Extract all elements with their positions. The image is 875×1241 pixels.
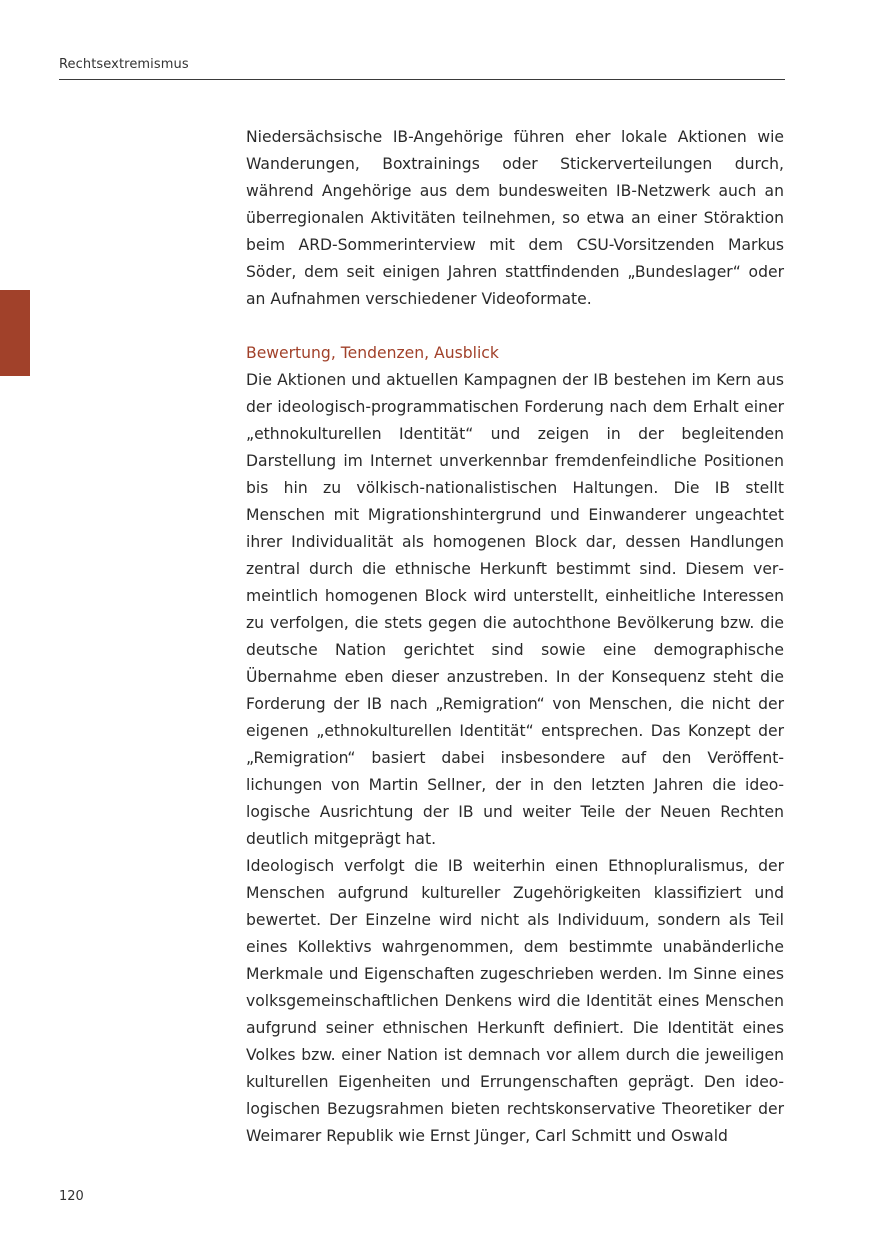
section-heading: Bewertung, Tendenzen, Ausblick bbox=[246, 344, 499, 362]
header-divider bbox=[59, 79, 785, 80]
body-paragraph-1: Die Aktionen und aktuellen Kampagnen der IB bestehen im Kern aus der ideologisch-programmatischen Forderung nach dem Erhalt einer „ethnokulturellen Identität“ und zeigen in der begleitenden Darstellung im Internet unverkennbar fremdenfeindliche Positionen bis hin zu völkisch-nationalistischen Haltungen. Die IB stellt Menschen mit Migrationshintergrund und Einwanderer ungeachtet ihrer Individualität als homogenen Block dar, dessen Handlungen zentral durch die ethnische Herkunft bestimmt sind. Diesem vermeintlich homogenen Block wird unterstellt, einheitliche Interessen zu verfolgen, die stets gegen die autochthone Bevölkerung bzw. die deutsche Nation gerichtet sind sowie eine demographische Übernahme eben dieser anzustreben. In der Konsequenz steht die Forderung der IB nach „Remigration“ von Menschen, die nicht der eigenen „ethnokulturellen Identität“ entsprechen. Das Konzept der „Remigration“ basiert dabei insbesondere auf den Veröffentlichungen von Martin Sellner, der in den letzten Jahren die ideologische Ausrichtung der IB und weiter Teile der Neuen Rechten deutlich mitgeprägt hat. bbox=[246, 371, 784, 848]
body-text-column bbox=[246, 124, 784, 1150]
page-number: 120 bbox=[59, 1189, 84, 1204]
body-paragraph-2: Ideologisch verfolgt die IB weiterhin einen Ethnopluralismus, der Menschen aufgrund kultureller Zugehörigkeiten klassifiziert und bewertet. Der Einzelne wird nicht als Individuum, sondern als Teil eines Kollektivs wahrgenommen, dem bestimmte unabänderliche Merkmale und Eigenschaften zugeschrieben werden. Im Sinne eines volksgemeinschaftlichen Denkens wird die Identität eines Menschen aufgrund seiner ethnischen Herkunft definiert. Die Identität eines Volkes bzw. einer Nation ist demnach vor allem durch die jeweiligen kulturellen Eigenheiten und Errungenschaften geprägt. Den ideologischen Bezugsrahmen bieten rechtskonservative Theoretiker der Weimarer Republik wie Ernst Jünger, Carl Schmitt und Oswald bbox=[246, 857, 784, 1145]
running-header: Rechtsextremismus bbox=[59, 57, 189, 72]
intro-paragraph: Niedersächsische IB-Angehörige führen eher lokale Aktionen wie Wanderungen, Boxtrainings oder Stickerverteilungen durch, während Angehörige aus dem bundesweiten IB-Netzwerk auch an überregionalen Aktivitäten teilnehmen, so etwa an einer Störaktion beim ARD-Sommerinterview mit dem CSU-Vorsitzenden Markus Söder, dem seit einigen Jahren stattfindenden „Bundeslager“ oder an Aufnahmen verschiedener Videoformate. bbox=[246, 128, 784, 308]
chapter-marker-tab bbox=[0, 290, 30, 376]
